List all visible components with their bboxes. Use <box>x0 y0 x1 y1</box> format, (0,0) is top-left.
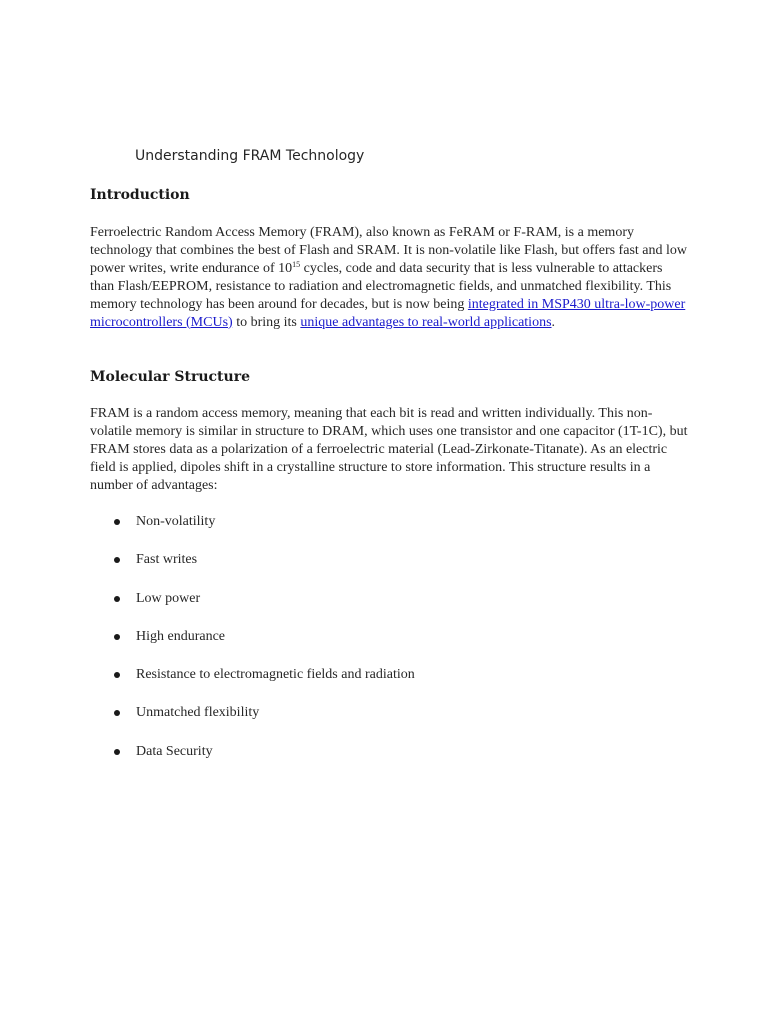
list-item <box>0 589 600 627</box>
intro-text-part-4: . <box>551 314 556 330</box>
section-heading-introduction: Introduction <box>90 187 190 203</box>
bullet-icon <box>114 672 120 678</box>
list-item <box>0 665 600 703</box>
list-item-text: High endurance <box>136 628 226 644</box>
msp430-fram-link[interactable]: integrated in MSP430 ultra-low-power microcontrollers (MCUs) <box>90 296 686 330</box>
bullet-icon <box>114 749 120 755</box>
advantages-list <box>0 512 600 780</box>
list-item-text: Low power <box>136 590 201 606</box>
list-item <box>0 742 600 780</box>
list-item-text: Non-volatility <box>136 514 216 529</box>
bullet-icon <box>114 596 120 602</box>
list-item-text: Unmatched flexibility <box>136 705 260 721</box>
intro-text-part-1: Ferroelectric Random Access Memory (FRAM), also known as FeRAM or F-RAM, is a memory technology that combines the best of Flash and SRAM. It is non-volatile like Flash, but offers fast and low power writes, write endurance of 10 <box>90 225 687 276</box>
document-title: Understanding FRAM Technology <box>135 148 365 164</box>
list-item <box>0 627 600 665</box>
unique-advantages-link[interactable]: unique advantages to real-world applications <box>300 314 552 330</box>
list-item-text: Resistance to electromagnetic fields and radiation <box>136 667 415 683</box>
list-item-text: Fast writes <box>136 552 198 568</box>
list-item <box>0 550 600 588</box>
intro-text-part-3: to bring its <box>232 314 301 330</box>
list-item <box>0 512 600 550</box>
bullet-icon <box>114 710 120 716</box>
bullet-icon <box>114 519 120 525</box>
intro-text-part-2: cycles, code and data security that is less vulnerable to attackers than Flash/EEPROM, resistance to radiation and electromagnetic fields, and unmatched flexibility. This memory technology has been around for decades, but is now being <box>90 260 672 312</box>
molecular-structure-paragraph: FRAM is a random access memory, meaning that each bit is read and written individually. This non-volatile memory is similar in structure to DRAM, which uses one transistor and one capacitor (1T-1C), but FRAM stores data as a polarization of a ferroelectric material (Lead-Zirkonate-Titanate). As an electric field is applied, dipoles shift in a crystalline structure to store information. This structure results in a number of advantages: <box>90 406 688 493</box>
introduction-paragraph <box>90 224 690 331</box>
bullet-icon <box>114 557 120 563</box>
endurance-exponent: 15 <box>292 259 301 269</box>
list-item-text: Data Security <box>136 743 213 759</box>
list-item <box>0 703 600 741</box>
section-heading-molecular-structure: Molecular Structure <box>90 369 250 385</box>
bullet-icon <box>114 634 120 640</box>
